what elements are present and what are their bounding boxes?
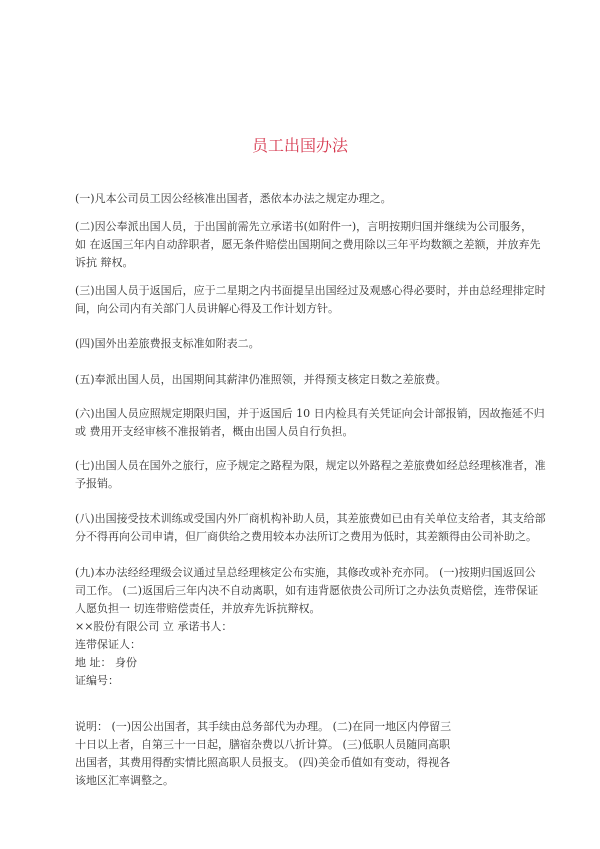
text-line: (一)凡本公司员工因公经核准出国者，悉依本办法之规定办理之。 — [75, 192, 392, 205]
text-line: (六)出国人员应照规定期限归国，并于返国后 10 日内检具有关凭证向会计部报销，因故拖延不归 — [75, 407, 545, 420]
text-line: 出国者，其费用得酌实情比照高职人员报支。 (四)美金币值如有变动，得视各 — [75, 756, 451, 769]
text-line: 分不得再向公司申请，但厂商供给之费用较本办法所订之费用为低时，其差额得由公司补助之。 — [75, 530, 537, 543]
paragraph-7 — [75, 457, 545, 493]
text-line: (二)因公奉派出国人员，于出国前需先立承诺书(如附件一)，言明按期归国并继续为公司服务， — [75, 220, 533, 233]
text-line: (七)出国人员在国外之旅行，应予规定之路程为限，规定以外路程之差旅费如经总经理核准者，准 — [75, 459, 546, 472]
text-line: 说明： (一)因公出国者，其手续由总务部代为办理。 (二)在同一地区内停留三 — [75, 720, 452, 733]
paragraph-9 — [75, 564, 545, 690]
text-line: 司工作。 (二)返国后三年内决不自动离职，如有违背愿依贵公司所订之办法负责赔偿，连带保证 — [75, 584, 539, 597]
text-line: (三)出国人员于返国后，应于二星期之内书面提呈出国经过及观感心得必要时，并由总经理排定时 — [75, 284, 546, 297]
text-line: (四)国外出差旅费报支标准如附表二。 — [75, 337, 260, 350]
text-line: 该地区汇率调整之。 — [75, 774, 174, 787]
document-title: 员工出国办法 — [251, 136, 348, 155]
text-line: 诉抗 辩权。 — [75, 256, 134, 269]
text-line: 如 在返国三年内自动辞职者，愿无条件赔偿出国期间之费用除以三年平均数额之差额，并放弃先 — [75, 238, 541, 251]
text-line: (九)本办法经经理级会议通过呈总经理核定公布实施，其修改或补充亦同。 (一)按期归国返回公 — [75, 566, 536, 579]
signature-company: ××股份有限公司 立 承诺书人： — [75, 620, 233, 633]
paragraph-5 — [75, 371, 545, 389]
signature-guarantor: 连带保证人： — [75, 638, 141, 651]
paragraph-1 — [75, 190, 545, 208]
paragraph-3 — [75, 282, 545, 318]
text-line: 予报销。 — [75, 477, 119, 490]
paragraph-6 — [75, 405, 545, 441]
text-line: (五)奉派出国人员，出国期间其薪津仍准照领，并得预支核定日数之差旅费。 — [75, 373, 447, 386]
paragraph-2 — [75, 218, 545, 272]
notes-paragraph — [75, 718, 545, 790]
text-line: 十日以上者，自第三十一日起，膳宿杂费以八折计算。 (三)低职人员随同高职 — [75, 738, 451, 751]
text-line: 间，向公司内有关部门人员讲解心得及工作计划方针。 — [75, 302, 339, 315]
text-line: 人愿负担一 切连带赔偿责任，并放弃先诉抗辩权。 — [75, 602, 321, 615]
text-line: (八)出国接受技术训练或受国内外厂商机构补助人员，其差旅费如已由有关单位支给者，其支给部 — [75, 512, 546, 525]
text-line: 或 费用开支经审核不准报销者，概由出国人员自行负担。 — [75, 425, 354, 438]
signature-address: 地 址： 身份 — [75, 656, 137, 669]
paragraph-4 — [75, 335, 545, 353]
paragraph-8 — [75, 510, 545, 546]
signature-id-number: 证编号： — [75, 674, 119, 687]
